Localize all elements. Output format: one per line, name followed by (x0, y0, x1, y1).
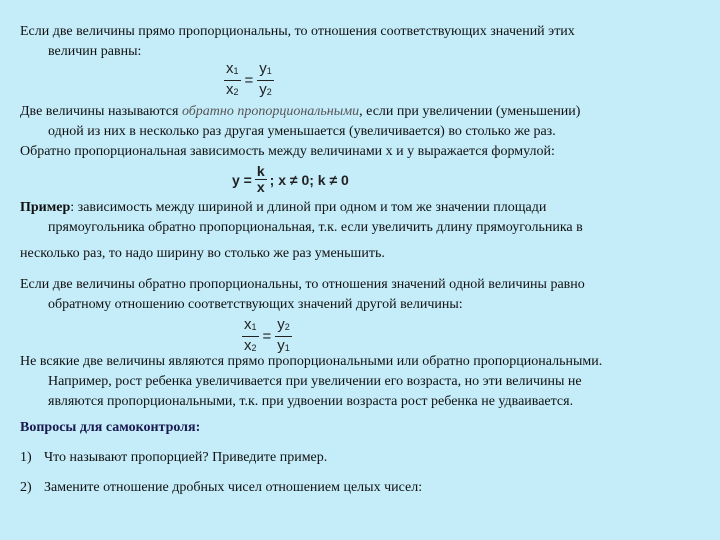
paragraph-example-cont: несколько раз, то надо ширину во столько же раз уменьшить. (20, 246, 385, 261)
paragraph-direct-proportion (20, 22, 700, 62)
text-line: прямоугольника обратно пропорциональная, т.к. если увеличить длину прямоугольника в (48, 220, 583, 235)
paragraph-example: Пример: зависимость между шириной и длиной при одном и том же значении площади прямоугольника обратно пропорциональная, т.к. если увеличить длину прямоугольника в (20, 198, 700, 238)
direct-proportion-formula: $\frac{x_1}{x_2}$ = $\frac{y_1}{y_2}$ (226, 60, 272, 98)
text-line: являются пропорциональными, т.к. при удвоении возраста рост ребенка не удваивается. (48, 394, 574, 409)
question-item: 2) Замените отношение дробных чисел отношением целых чисел: (20, 480, 423, 495)
text-line: Если две величины прямо пропорциональны, то отношения соответствующих значений этих (20, 24, 575, 39)
paragraph-not-proportional: Не всякие две величины являются прямо пропорциональными или обратно пропорциональными. Например, рост ребенка увеличивается при увеличении его возраста, но эти величины не являются пропорциональными, т.к. при удвоении возраста рост ребенка не удваивается. (20, 352, 700, 412)
text-line: обратному отношению соответствующих значений другой величины: (48, 297, 463, 312)
paragraph-inverse-definition: Две величины называются обратно пропорциональными, если при увеличении (уменьшении) одной из них в несколько раз другая уменьшается (увеличивается) во столько же раз. (20, 102, 700, 142)
questions-heading: Вопросы для самоконтроля: (20, 420, 201, 435)
paragraph-inverse-ratio: Если две величины обратно пропорциональны, то отношения значений одной величины равно обратному отношению соответствующих значений другой величины: (20, 275, 700, 315)
example-label: Пример (20, 200, 71, 215)
term-inverse-proportional: обратно пропорциональными (181, 104, 360, 119)
paragraph-inverse-formula-intro: Обратно пропорциональная зависимость между величинами х и у выражается формулой: (20, 144, 555, 159)
text-line: одной из них в несколько раз другая уменьшается (увеличивается) во столько же раз. (48, 124, 556, 139)
inverse-proportion-formula: y = $\frac{k}{x}$ ; x ≠ 0; k ≠ 0 (232, 163, 349, 195)
inverse-ratio-formula: $\frac{x_1}{x_2}$ = $\frac{y_2}{y_1}$ (244, 316, 290, 354)
text-line: величин равны: (48, 44, 142, 59)
text-line: Например, рост ребенка увеличивается при увеличении его возраста, но эти величины не (48, 374, 582, 389)
question-item: 1) Что называют пропорцией? Приведите пример. (20, 450, 328, 465)
